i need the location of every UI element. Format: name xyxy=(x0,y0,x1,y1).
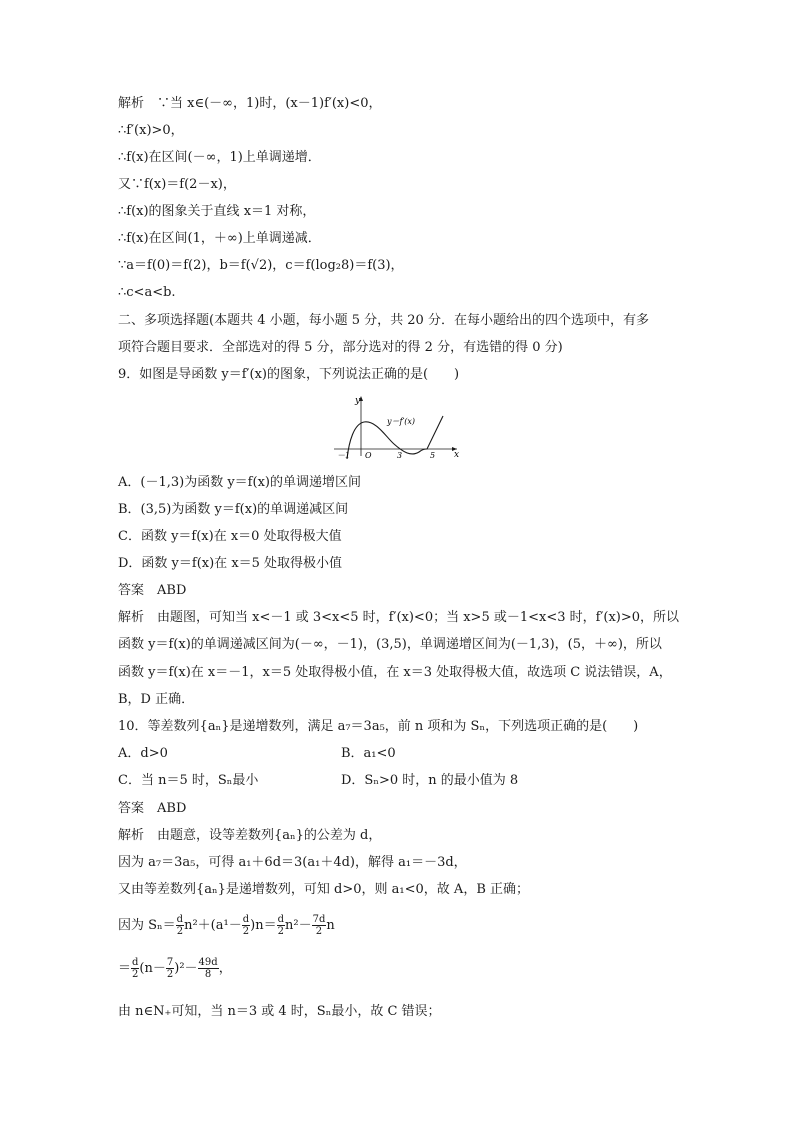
option-b: B．a₁<0 xyxy=(341,746,396,761)
option-row xyxy=(118,772,754,790)
answer: 答案 ABD xyxy=(118,583,187,598)
option-c: C．当 n＝5 时，Sₙ最小 xyxy=(118,773,259,788)
fraction: $\frac{7d}{2}$ xyxy=(312,914,326,937)
explanation-line: 因为 a₇＝3a₅，可得 a₁＋6d＝3(a₁＋4d)，解得 a₁＝－3d， xyxy=(118,855,467,870)
formula-line: ＝ $\frac{d}{2}$ (n－ $\frac{7}{2}$ )²－ $\frac{49d}{8}$ ， xyxy=(118,957,232,980)
solution-line: ∴f(x)的图象关于直线 x＝1 对称， xyxy=(118,204,316,219)
explanation-line: 函数 y＝f(x)在 x＝－1，x＝5 处取得极小值，在 x＝3 处取得极大值，故选项 C 说法错误，A， xyxy=(118,665,672,680)
tick-label: －1 xyxy=(337,451,351,459)
fraction: $\frac{d}{2}$ xyxy=(242,914,250,937)
option-d: D．Sₙ>0 时，n 的最小值为 8 xyxy=(341,773,519,788)
origin-label: O xyxy=(365,451,372,459)
option-row xyxy=(118,745,754,763)
explanation-line: 解析 由题意，设等差数列{aₙ}的公差为 d， xyxy=(118,828,382,843)
formula-line: 因为 Sₙ＝ $\frac{d}{2}$ n²＋(a¹－ $\frac{d}{2}$ )n＝ $\frac{d}{2}$ n²－ $\frac{7d}{2}$ n xyxy=(118,914,335,937)
option-c: C．函数 y＝f(x)在 x＝0 处取得极大值 xyxy=(118,529,342,544)
fraction: $\frac{7}{2}$ xyxy=(166,957,174,980)
solution-line: 又∵f(x)＝f(2－x)， xyxy=(118,177,236,192)
option-a: A．(－1,3)为函数 y＝f(x)的单调递增区间 xyxy=(118,475,361,490)
x-axis-label: x xyxy=(454,450,460,459)
explanation-line: 又由等差数列{aₙ}是递增数列，可知 d>0，则 a₁<0，故 A，B 正确； xyxy=(118,882,529,897)
explanation-line: 函数 y＝f(x)的单调递减区间为(－∞，－1)，(3,5)，单调递增区间为(－1,3)，(5，＋∞)，所以 xyxy=(118,637,662,652)
section-heading: 项符合题目要求．全部选对的得 5 分，部分选对的得 2 分，有选错的得 0 分) xyxy=(118,340,563,355)
section-heading: 二、多项选择题(本题共 4 小题，每小题 5 分，共 20 分．在每小题给出的四个选项中，有多 xyxy=(118,313,649,328)
option-a: A．d>0 xyxy=(118,746,168,761)
solution-line: ∴c<a<b. xyxy=(118,285,176,300)
fraction: $\frac{49d}{8}$ xyxy=(198,957,218,980)
fraction: $\frac{d}{2}$ xyxy=(132,957,139,980)
answer: 答案 ABD xyxy=(118,801,187,816)
solution-line: ∴f(x)在区间(－∞，1)上单调递增． xyxy=(118,150,321,165)
tick-label: 5 xyxy=(430,451,436,459)
tick-label: 3 xyxy=(397,451,403,459)
derivative-graph xyxy=(331,393,461,459)
option-d: D．函数 y＝f(x)在 x＝5 处取得极小值 xyxy=(118,556,343,571)
solution-line: ∴f′(x)>0， xyxy=(118,123,184,138)
fraction: $\frac{d}{2}$ xyxy=(277,914,284,937)
question-9: 9．如图是导函数 y＝f′(x)的图象，下列说法正确的是( ) xyxy=(118,367,460,382)
solution-line: ∴f(x)在区间(1，＋∞)上单调递减． xyxy=(118,231,321,246)
solution-line: ∵a＝f(0)＝f(2)，b＝f(√2)，c＝f(log₂8)＝f(3)， xyxy=(118,258,404,273)
explanation-line: B，D 正确． xyxy=(118,692,195,707)
explanation-line: 解析 由题图，可知当 x<－1 或 3<x<5 时，f′(x)<0；当 x>5 或－1<x<3 时，f′(x)>0，所以 xyxy=(118,610,680,625)
y-axis-label: y xyxy=(355,396,361,406)
explanation-line: 由 n∈N₊可知，当 n＝3 或 4 时，Sₙ最小，故 C 错误； xyxy=(118,1004,441,1019)
option-b: B．(3,5)为函数 y＝f(x)的单调递减区间 xyxy=(118,502,349,517)
fraction: $\frac{d}{2}$ xyxy=(176,914,184,937)
curve-label: y＝f′(x) xyxy=(387,417,416,426)
question-10: 10．等差数列{aₙ}是递增数列，满足 a₇＝3a₅，前 n 项和为 Sₙ，下列选项正确的是( ) xyxy=(118,719,639,734)
solution-line: 解析 ∵当 x∈(－∞，1)时，(x－1)f′(x)<0， xyxy=(118,96,382,111)
